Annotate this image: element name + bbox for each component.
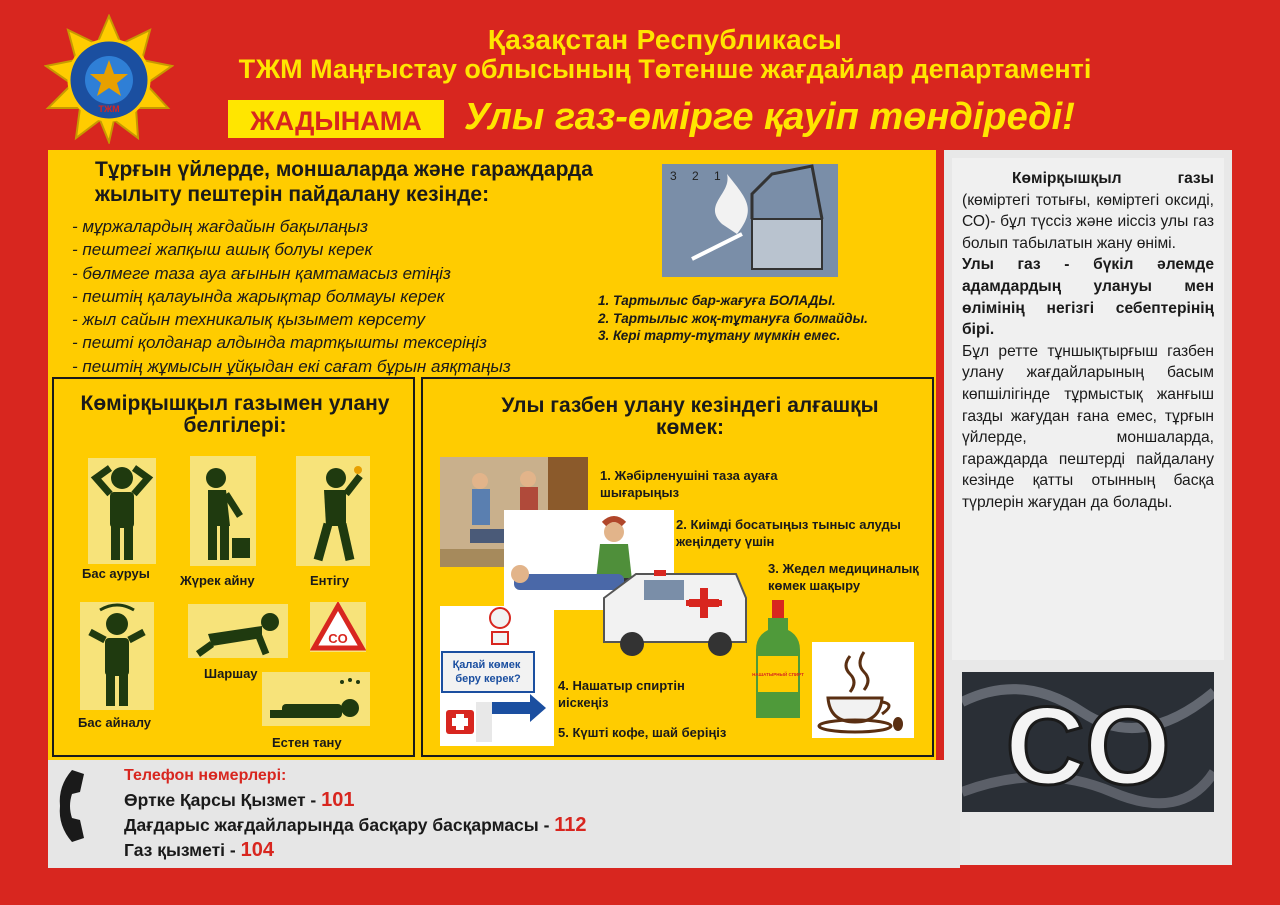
- coffee-cup-illustration: [812, 642, 914, 738]
- info-paragraph-3: Бұл ретте тұншықтырғыш газбен улану жағдайларының басым көпшілігінде тұрмыстық жанғыш газды жағудан ғана емес, тұрғын үйлерде, моншаларда, гараждарда пештерді пайдалану кезінде қатты отынның басқа түрлерін жағудан да болады.: [962, 342, 1214, 511]
- first-aid-step: 1. Жәбірленушіні таза ауаға шығарыңыз: [600, 468, 778, 500]
- heating-rules-list: [72, 215, 592, 378]
- phones-title: Телефон нөмерлері:: [124, 767, 287, 784]
- draft-item: 2. Тартылыс жоқ-тұтануға болмайды.: [598, 310, 868, 326]
- first-aid-step: 2. Киімді босатыңыз тыныс алуды жеңілдету үшін: [676, 517, 901, 549]
- nausea-figure-icon: [190, 456, 256, 566]
- first-aid-step: 4. Нашатыр спиртін иіскеңіз: [558, 678, 685, 710]
- phone-label: Дағдарыс жағдайларында басқару басқармасы -: [124, 815, 555, 835]
- emblem-text: ТЖМ: [98, 104, 120, 114]
- first-aid-step: 5. Күшті кофе, шай беріңіз: [558, 725, 727, 740]
- fainting-figure-icon: [262, 672, 370, 726]
- stove-num-2: 2: [692, 169, 699, 183]
- draft-item: 3. Кері тарту-тұтану мүмкін емес.: [598, 328, 841, 343]
- draft-item: 1. Тартылыс бар-жағуға БОЛАДЫ.: [598, 293, 836, 308]
- phone-row-crisis: [124, 814, 587, 837]
- phone-label: Өртке Қарсы Қызмет -: [124, 790, 322, 810]
- bottle-label: НАШАТЫРНЫЙ СПИРТ: [752, 672, 804, 677]
- phone-row-gas: [124, 839, 274, 862]
- stove-num-1: 1: [714, 169, 721, 183]
- co-big-text: CO: [1005, 685, 1171, 808]
- heating-rule: - мұржалардың жағдайын бақылаңыз: [72, 217, 369, 236]
- ammonia-bottle-illustration: [748, 600, 808, 722]
- symptom-label: Ентігу: [310, 573, 350, 588]
- memo-badge: ЖАДЫНАМА: [228, 100, 444, 138]
- how-to-help-line: Қалай көмек: [452, 659, 521, 671]
- ambulance-illustration: [596, 568, 752, 660]
- memo-title: Улы газ-өмірге қауіп төндіреді!: [464, 96, 1075, 138]
- co-info-text: [962, 168, 1214, 514]
- draft-legend: [598, 292, 938, 345]
- heating-rule: - бөлмеге таза ауа ағынын қамтамасыз етіңіз: [72, 263, 451, 283]
- symptom-label: Жүрек айну: [180, 573, 255, 588]
- how-to-help-line: беру керек?: [455, 673, 521, 685]
- org-line-2: ТЖМ Маңғыстау облысының Төтенше жағдайлар департаменті: [238, 54, 1092, 84]
- phone-number: 104: [240, 839, 274, 861]
- org-line-1: Қазақстан Республикасы: [487, 24, 843, 55]
- heating-title: Тұрғын үйлерде, моншаларда және гараждарда жылыту пештерін пайдалану кезінде:: [95, 158, 593, 206]
- heating-rule: - пештің жұмысын ұйқыдан екі сағат бұрын аяқтаңыз: [72, 356, 511, 376]
- phone-handset-icon: [58, 766, 102, 846]
- info-p1: (көміртегі тотығы, көміртегі оксиді, СО)- бұл түссіз және иіссіз улы газ болып табылатын жану өнімі.: [962, 191, 1214, 252]
- symptom-label: Естен тану: [272, 735, 342, 750]
- info-p1-bold: Көмірқышқыл газы: [1012, 170, 1214, 187]
- phone-label: Газ қызметі -: [124, 840, 241, 860]
- headache-figure-icon: [88, 458, 156, 564]
- stove-draft-illustration: [662, 164, 838, 277]
- fatigue-figure-icon: [188, 604, 288, 658]
- symptom-label: Бас ауруы: [82, 566, 150, 581]
- emergency-ministry-emblem: [44, 14, 174, 144]
- heating-rule: - пешті қолданар алдында тартқышты тексеріңіз: [72, 333, 487, 353]
- phone-row-fire: [124, 789, 354, 812]
- shortness-of-breath-figure-icon: [296, 456, 370, 566]
- phone-number: 101: [321, 789, 355, 811]
- first-aid-title: Улы газбен улану кезіндегі алғашқы көмек:: [501, 394, 879, 439]
- info-paragraph-2: Улы газ - бүкіл әлемде адамдардың улануы мен өлімінің негізгі себептерінің бірі.: [962, 256, 1214, 339]
- heating-rule: - пештің қалауында жарықтар болмауы керек: [72, 286, 445, 306]
- stove-num-3: 3: [670, 169, 677, 183]
- heating-rule: - жыл сайын техникалық қызымет көрсету: [72, 310, 425, 330]
- phone-number: 112: [554, 814, 587, 836]
- symptom-label: Бас айналу: [78, 715, 152, 730]
- stove-body: [752, 219, 822, 269]
- co-warning-sign-icon: [310, 602, 366, 652]
- heating-rule: - пештегі жапқыш ашық болуы керек: [72, 240, 373, 260]
- dizziness-figure-icon: [80, 602, 154, 710]
- info-paragraph-1: [962, 168, 1214, 254]
- first-aid-step-text: 3. Жедел медициналық көмек шақыру: [768, 561, 919, 593]
- first-aid-step: [768, 560, 928, 594]
- co-sign-text: CO: [328, 631, 348, 646]
- symptoms-title: Көмірқышқыл газымен улану белгілері:: [80, 392, 390, 437]
- symptom-label: Шаршау: [204, 666, 258, 681]
- co-graphic: [962, 672, 1214, 812]
- how-to-help-illustration: [440, 606, 554, 746]
